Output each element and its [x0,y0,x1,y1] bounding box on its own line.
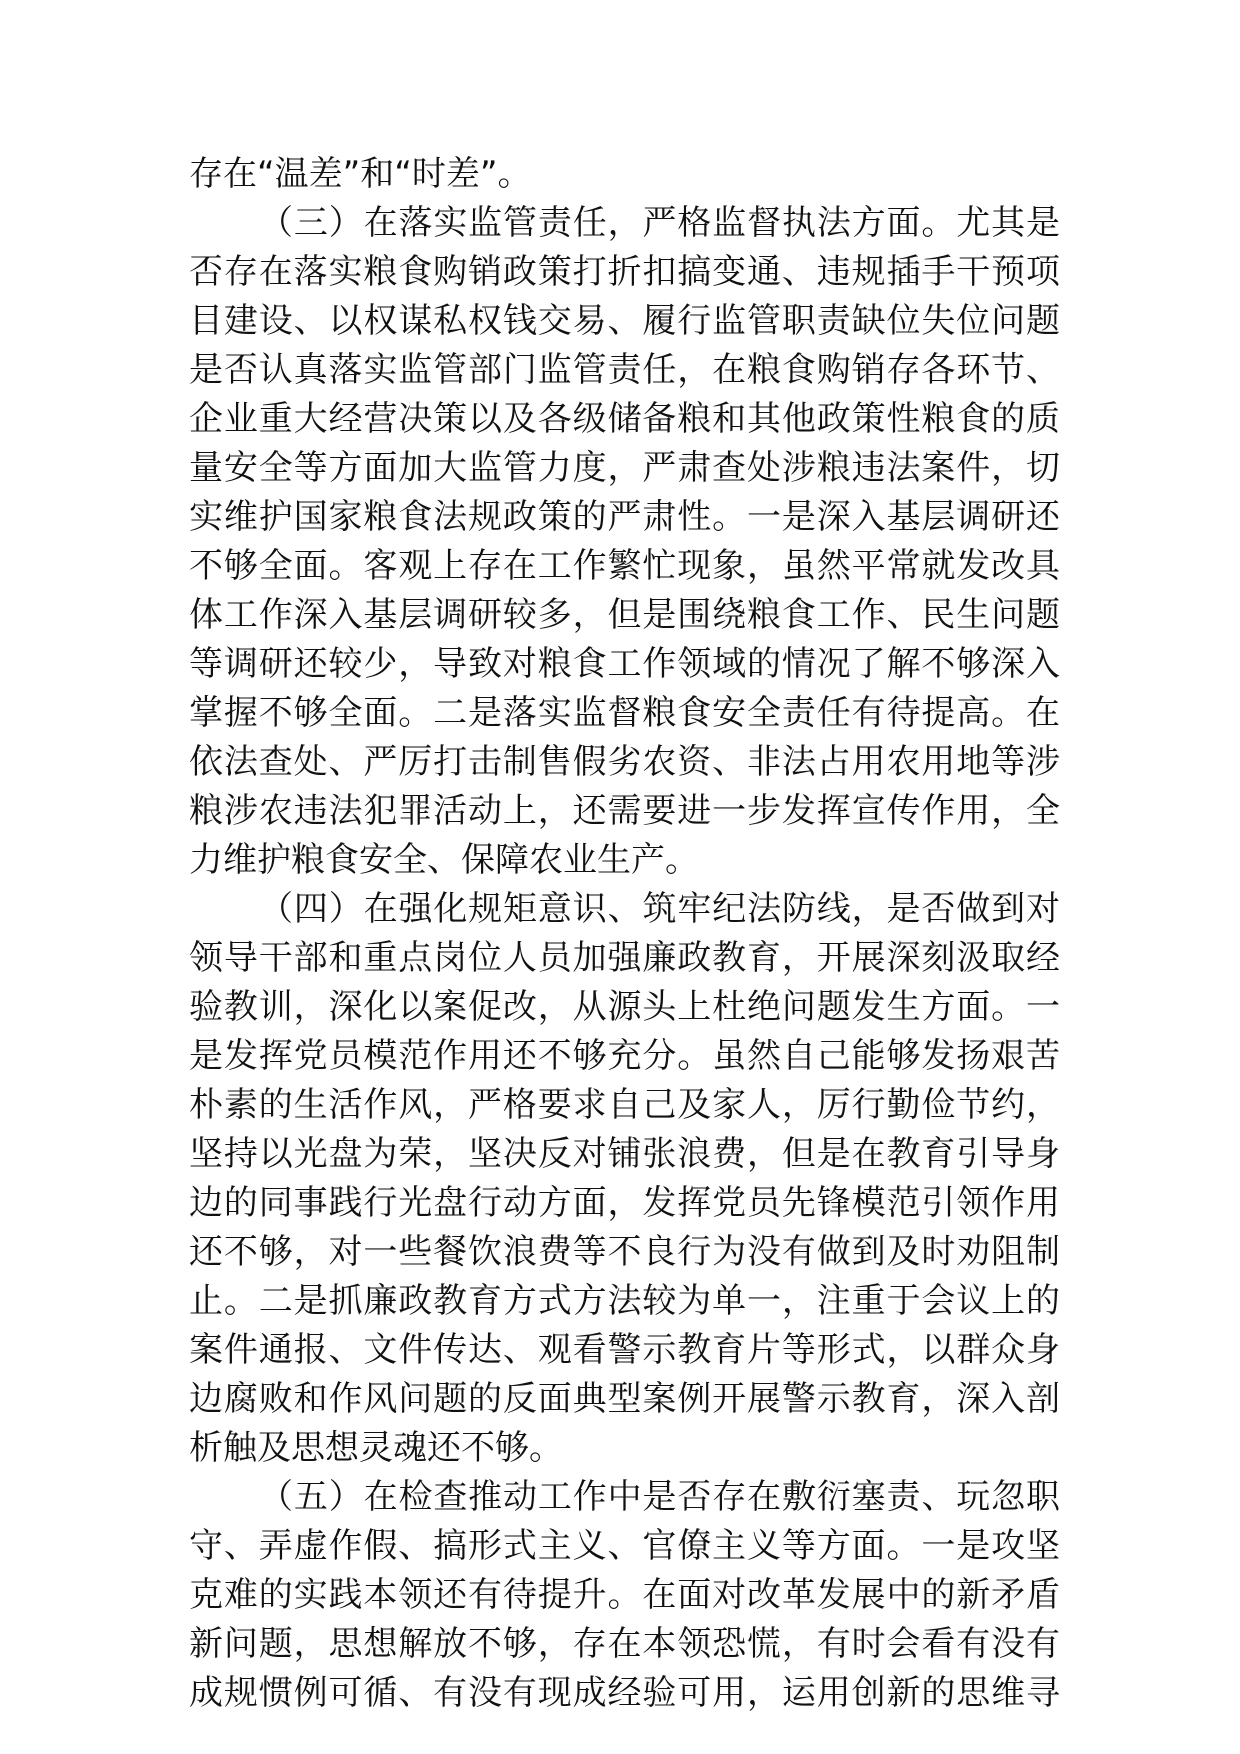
paragraph-section-3 [189,199,1060,885]
text-line: 朴素的生活作风，严格要求自己及家人，厉行勤俭节约， [189,1085,1060,1125]
text-line: （五）在检查推动工作中是否存在敷衍塞责、玩忽职 [259,1477,1060,1517]
document-body [189,150,1060,1718]
text-line: 边的同事践行光盘行动方面，发挥党员先锋模范引领作用 [189,1183,1060,1223]
text-line: 力维护粮食安全、保障农业生产。 [189,840,699,880]
text-line: 守、弄虚作假、搞形式主义、官僚主义等方面。一是攻坚 [189,1526,1060,1566]
text-line: 是发挥党员模范作用还不够充分。虽然自己能够发扬艰苦 [189,1036,1060,1076]
text-line: 实维护国家粮食法规政策的严肃性。一是深入基层调研还 [189,497,1060,537]
text-line: 坚持以光盘为荣，坚决反对铺张浪费，但是在教育引导身 [189,1134,1060,1174]
text-line: （四）在强化规矩意识、筑牢纪法防线，是否做到对 [259,889,1060,929]
text-line: 案件通报、文件传达、观看警示教育片等形式，以群众身 [189,1330,1060,1370]
text-line: 不够全面。客观上存在工作繁忙现象，虽然平常就发改具 [189,546,1060,586]
paragraph-continuation [189,150,1060,199]
text-line: 止。二是抓廉政教育方式方法较为单一，注重于会议上的 [189,1281,1060,1321]
text-line: 否存在落实粮食购销政策打折扣搞变通、违规插手干预项 [189,252,1060,292]
text-line: 企业重大经营决策以及各级储备粮和其他政策性粮食的质 [189,399,1060,439]
text-line: 量安全等方面加大监管力度，严肃查处涉粮违法案件，切 [189,448,1060,488]
text-line: 还不够，对一些餐饮浪费等不良行为没有做到及时劝阻制 [189,1232,1060,1272]
text-line: 粮涉农违法犯罪活动上，还需要进一步发挥宣传作用，全 [189,791,1060,831]
text-line: 领导干部和重点岗位人员加强廉政教育，开展深刻汲取经 [189,938,1060,978]
text-line: 成规惯例可循、有没有现成经验可用，运用创新的思维寻 [189,1673,1060,1713]
text-line: （三）在落实监管责任，严格监督执法方面。尤其是 [259,203,1060,243]
text-line: 是否认真落实监管部门监管责任，在粮食购销存各环节、 [189,350,1060,390]
text-line: 等调研还较少，导致对粮食工作领域的情况了解不够深入 [189,644,1060,684]
text-line: 体工作深入基层调研较多，但是围绕粮食工作、民生问题 [189,595,1060,635]
text-line: 边腐败和作风问题的反面典型案例开展警示教育，深入剖 [189,1379,1060,1419]
text-line: 目建设、以权谋私权钱交易、履行监管职责缺位失位问题 [189,301,1060,341]
text-line: 存在“温差”和“时差”。 [189,154,532,194]
text-line: 析触及思想灵魂还不够。 [189,1428,563,1468]
text-line: 新问题，思想解放不够，存在本领恐慌，有时会看有没有 [189,1624,1060,1664]
text-line: 掌握不够全面。二是落实监督粮食安全责任有待提高。在 [189,693,1060,733]
paragraph-section-5 [189,1473,1060,1718]
text-line: 依法查处、严厉打击制售假劣农资、非法占用农用地等涉 [189,742,1060,782]
text-line: 验教训，深化以案促改，从源头上杜绝问题发生方面。一 [189,987,1060,1027]
text-line: 克难的实践本领还有待提升。在面对改革发展中的新矛盾 [189,1575,1060,1615]
paragraph-section-4 [189,885,1060,1473]
